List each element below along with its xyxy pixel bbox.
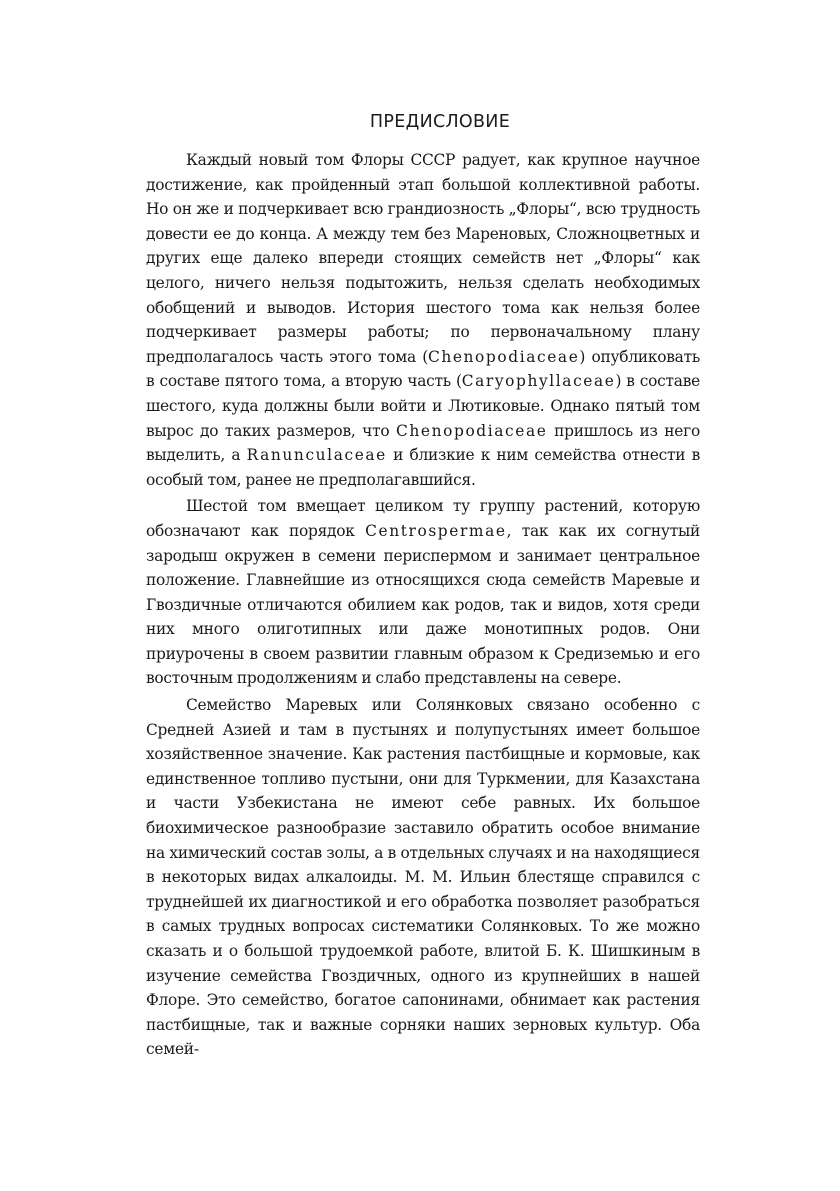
paragraph-2: [146, 494, 700, 691]
latin-taxon-name: Chenopodiaceae: [427, 347, 580, 366]
paragraph-1: [146, 148, 700, 492]
text-segment: Каждый новый том Флоры СССР радует, как крупное научное достижение, как пройденный этап большой коллективной работы. Но он же и подчеркивает всю грандиозность „Флоры“, всю трудность довести ее до конца. А между тем без Мареновых, Сложноцветных и других еще далеко впереди стоящих семейств нет „Флоры“ как целого, ничего нельзя подытожить, нельзя сделать необходимых обобщений и выводов. История шестого тома как нельзя более подчеркивает размеры работы; по первоначальному плану предполагалось часть этого тома (: [146, 151, 700, 366]
text-segment: ) опубликовать в составе пятого тома, а вторую часть (: [146, 347, 700, 391]
latin-taxon-name: Centrospermae: [365, 521, 507, 540]
paragraph-3: [146, 693, 700, 1062]
text-segment: Семейство Маревых или Солянковых связано особенно с Средней Азией и там в пустынях и полупустынях имеет большое хозяйственное значение. Как растения пастбищные и кормовые, как единственное топливо пустыни, они для Туркмении, для Казахстана и части Узбекистана не имеют себе равных. Их большое биохимическое разнообразие заставило обратить особое внимание на химический состав золы, а в отдельных случаях и на находящиеся в некоторых видах алкалоиды. М. М. Ильин блестяще справился с труднейшей их диагностикой и его обработка позволяет разобраться в самых трудных вопросах систематики Солянковых. То же можно сказать и о большой трудоемкой работе, влитой Б. К. Шишкиным в изучение семейства Гвоздичных, одного из крупнейших в нашей Флоре. Это семейство, богатое сапонинами, обнимает как растения пастбищные, так и важные сорняки наших зерновых культур. Оба семей-: [146, 696, 700, 1059]
text-segment: Шестой том вмещает целиком ту группу растений, которую обозначают как порядок: [146, 497, 700, 540]
page-heading: ПРЕДИСЛОВИЕ: [369, 112, 511, 132]
text-segment: ) в составе шестого, куда должны были войти и Лютиковые. Однако пятый том вырос до таких размеров, что: [146, 372, 700, 440]
body-text: [146, 148, 700, 1062]
text-segment: пришлось из него выделить, а: [146, 421, 700, 465]
latin-taxon-name: Chenopodiaceae: [396, 421, 548, 440]
text-segment: , так как их согнутый зародыш окружен в семени периспермом и занимает центральное положение. Главнейшие из относящихся сюда семейств Маревые и Гвоздичные отличаются обилием как родов, так и видов, хотя среди них много олиготипных или даже монотипных родов. Они приурочены в своем развитии главным образом к Средиземью и его восточным продолжениям и слабо представлены на севере.: [146, 521, 700, 688]
latin-taxon-name: Ranunculaceae: [246, 446, 387, 465]
text-segment: и близкие к ним семейства отнести в особый том, ранее не предполагавшийся.: [146, 446, 700, 489]
latin-taxon-name: Caryophyllaceae: [461, 372, 616, 391]
